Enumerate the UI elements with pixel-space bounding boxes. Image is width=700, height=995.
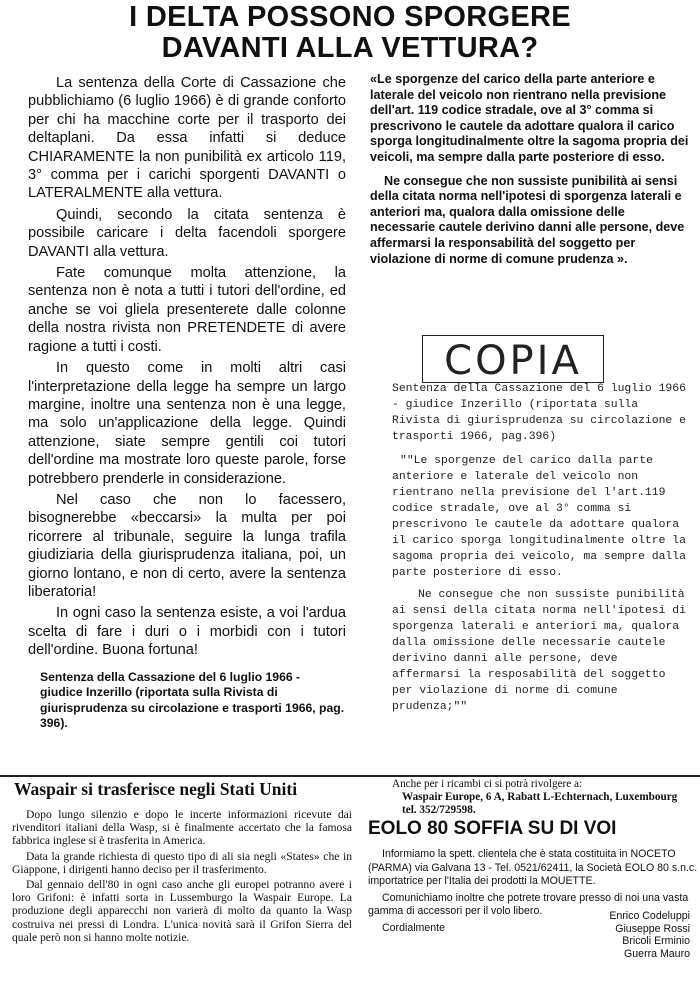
article-paragraph: Nel caso che non lo facessero, bisognerebbe «beccarsi» la multa per poi ricorrere al tribunale, seguire la lunga trafila giudiziaria della giurisprudenza italiana, poi, un giorno lontano, e non di certo, avere la sentenza liberatoria! — [28, 491, 346, 600]
spare-parts-intro: Anche per i ricambi ci si potrà rivolgere a: — [392, 778, 583, 790]
waspair-paragraph: Dal gennaio dell'80 in ogni caso anche gli europei potranno avere i loro Grifoni: è infatti sorta in Lussemburgo la Waspair Europe. La produzione degli apparecchi non varierà di molto da quanto la Wasp costruiva nei pressi di Londra. L'unica novità sarà il Grifon Sierra del quale però non si hanno molte notizie. — [12, 878, 352, 944]
waspair-title: Waspair si trasferisce negli Stati Uniti — [14, 779, 298, 799]
article-paragraph: In ogni caso la sentenza esiste, a voi l'ardua scelta di fare i duri o i morbidi con i tutori dell'ordine. Buona fortuna! — [28, 605, 346, 659]
copia-stamp-text: COPIA — [444, 338, 582, 384]
headline-line-2: DAVANTI ALLA VETTURA? — [161, 32, 539, 64]
signatures — [560, 910, 690, 960]
eolo-paragraph-1: Informiamo la spett. clientela che è stata costituita in NOCETO (PARMA) via Galvana 13 - Tel. 0521/62411, la Società EOLO 80 s.n.c. importatrice per l'Italia dei prodotti la MOUETTE. — [368, 848, 698, 888]
headline-line-1: I DELTA POSSONO SPORGERE — [129, 1, 571, 33]
eolo-title: EOLO 80 SOFFIA SU DI VOI — [368, 818, 617, 839]
waspair-article — [12, 808, 352, 946]
typed-quote-1: ""Le sporgenze del carico dalla parte anteriore e laterale del veicolo non rientrano nella previsione del l'art.119 codice stradale, ove al 3° comma si prescrivono le cautele da adottare qualora il carico sporga longitudinalmente oltre la sagoma propria dei veicolo, ma sempre dalla parte posteriore di esso. — [392, 455, 686, 579]
eolo-paragraph-2: Comunichiamo inoltre che potrete trovare presso di noi una vasta gamma di accessori per il volo libero. — [368, 891, 689, 918]
article-paragraph: In questo come in molti altri casi l'interpretazione della legge ha sempre un largo margine, inoltre una sentenza non è una legge, ma solo un'applicazione della legge. Quindi attenzione, siate sempre gentili coi tutori dell'ordine ma mostrate loro queste parole, forse potrebbero prenderle in considerazione. — [28, 360, 346, 487]
article-paragraph: Fate comunque molta attenzione, la sentenza non è nota a tutti i tutori dell'ordine, ed anche se voi gliela presenterete dalle colonne della nostra rivista non PRETENDETE di avere ragione a tutti i costi. — [28, 265, 346, 355]
signature-name: Giuseppe Rossi — [615, 922, 690, 935]
article-paragraph: Quindi, secondo la citata sentenza è possibile caricare i delta facendoli sporgere DAVANTI alla vettura. — [28, 206, 346, 260]
quote-paragraph-2: Ne consegue che non sussiste punibilità ai sensi della citata norma nell'ipotesi di sporgenza laterali e anteriori ma, qualora dalla omissione delle necessarie cautele derivino danni alle persone, deve affermarsi la responsabilità del soggetto per violazione di norme di comune prudenza ». — [370, 173, 685, 266]
typed-quote-2: Ne consegue che non sussiste punibilità ai sensi della citata norma nell'ipotesi di sporgenza laterali e anteriori ma, qualora dalla omissione delle necessarie cautele derivino danni alle persone, deve affermarsi la resposabilità del soggetto per violazione di norme di comune prudenza;"" — [392, 589, 686, 713]
signature-name: Guerra Mauro — [624, 947, 690, 960]
eolo-closing: Cordialmente — [382, 921, 446, 934]
citation: Sentenza della Cassazione del 6 luglio 1966 - giudice Inzerillo (riportata sulla Rivista di giurisprudenza su circolazione e trasporti 1966, pag. 396). — [40, 669, 345, 731]
section-divider — [0, 775, 700, 777]
headline — [60, 2, 640, 64]
spare-parts-phone: tel. 352/729598. — [402, 804, 476, 817]
waspair-paragraph: Data la grande richiesta di questo tipo di ali sia negli «States» che in Giappone, i dirigenti hanno deciso per il trasferimento. — [12, 849, 352, 876]
typewritten-text — [392, 381, 692, 715]
photocopied-ruling — [392, 335, 692, 780]
copia-stamp — [422, 335, 604, 383]
spare-parts-notice — [392, 778, 697, 818]
legal-quote — [370, 72, 690, 275]
quote-paragraph-1: «Le sporgenze del carico della parte anteriore e laterale del veicolo non rientrano nella previsione dell'art. 119 codice stradale, ove al 3° comma si prescrivono le cautele da adottare qualora il carico sporga longitudinalmente oltre la sagoma propria dei veicoli, ma sempre dalla parte posteriore di esso. — [370, 72, 689, 164]
article-paragraph: La sentenza della Corte di Cassazione che pubblichiamo (6 luglio 1966) è di grande conforto per chi ha macchine corte per il trasporto dei deltaplani. Da essa infatti si deduce CHIARAMENTE la non punibilità ex articolo 119, 3° comma per i carichi sporgenti DAVANTI o LATERALMENTE alla vettura. — [28, 75, 346, 202]
typed-reference: Sentenza della Cassazione del 6 luglio 1966 - giudice Inzerillo (riportata sulla Rivista di giurisprudenza su circolazione e trasporti 1966, pag.396) — [392, 383, 686, 443]
waspair-paragraph: Dopo lungo silenzio e dopo le incerte informazioni ricevute dai rivenditori italiani della Wasp, si è finalmente accertato che la famosa fabbrica inglese si è trasferita in America. — [12, 808, 352, 848]
signature-name: Bricoli Erminio — [622, 935, 690, 948]
left-article — [28, 74, 346, 732]
spare-parts-address: Waspair Europe, 6 A, Rabatt L-Echternach, Luxembourg — [402, 791, 678, 804]
signature-name: Enrico Codeluppi — [609, 910, 690, 922]
